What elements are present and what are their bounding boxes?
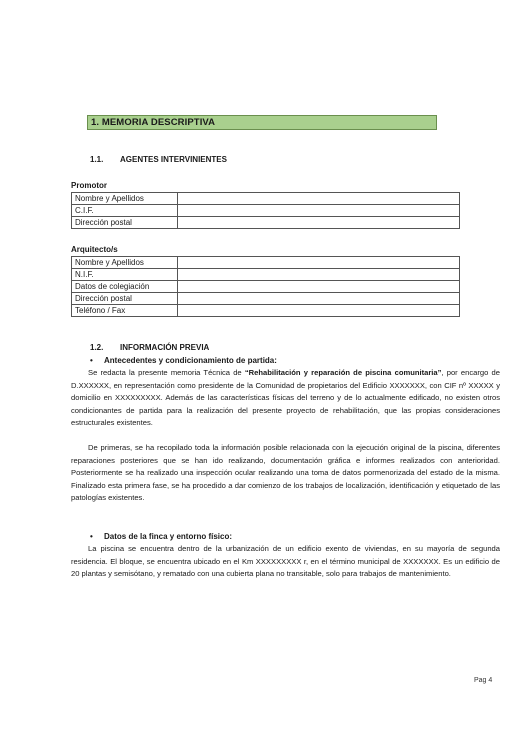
table-cell-key: Dirección postal [72,217,178,229]
paragraph-text: , por encargo de D.XXXXXX, en representación como presidente de la Comunidad de propietarios del Edificio XXXXXXX, con CIF nº XXXXX y domicilio en XXXXXXXXX. Además de las características físicas del terreno y de lo actualmente edificado, no existen otros condicionantes de partida para la realización del presente proyecto de rehabilitación, que las propias consideraciones estructurales existentes. [71,368,500,427]
table-cell-key: Nombre y Apellidos [72,257,178,269]
table-cell-value[interactable] [178,269,460,281]
table-cell-key: C.I.F. [72,205,178,217]
table-cell-value[interactable] [178,281,460,293]
table-cell-value[interactable] [178,205,460,217]
arquitecto-label: Arquitecto/s [71,245,118,254]
paragraph-text: Se redacta la presente memoria Técnica de [88,368,245,377]
subsection-number: 1.2. [90,343,104,352]
table-row [72,217,460,229]
table-cell-value[interactable] [178,305,460,317]
section-title: 1. MEMORIA DESCRIPTIVA [87,115,437,130]
bullet-datos-finca [90,532,232,541]
promotor-table [71,192,460,229]
subsection-1-1 [90,155,227,164]
paragraph-memoria [71,367,500,430]
table-cell-key: Nombre y Apellidos [72,193,178,205]
arquitecto-table [71,256,460,317]
bullet-text: Antecedentes y condicionamiento de partida: [104,356,277,365]
table-cell-value[interactable] [178,193,460,205]
table-cell-value[interactable] [178,257,460,269]
table-cell-key: Dirección postal [72,293,178,305]
table-cell-key: N.I.F. [72,269,178,281]
subsection-number: 1.1. [90,155,104,164]
project-title: “Rehabilitación y reparación de piscina comunitaria” [244,368,442,377]
table-row [72,305,460,317]
table-cell-key: Teléfono / Fax [72,305,178,317]
bullet-text: Datos de la finca y entorno físico: [104,532,233,541]
paragraph-recopilacion: De primeras, se ha recopilado toda la información posible relacionada con la ejecución original de la piscina, diferentes reparaciones posteriores que se han ido realizando, documentación gráfica e informes realizados con anterioridad. Posteriormente se ha realizado una inspección ocular realizando una toma de datos pormenorizada del estado de la misma. Finalizado esta primera fase, se ha procedido a dar comienzo de los trabajos de localización, identificación y etiquetado de las patologías existentes. [71,443,500,502]
table-row [72,293,460,305]
table-row [72,269,460,281]
table-row [72,205,460,217]
paragraph-finca: La piscina se encuentra dentro de la urbanización de un edificio exento de viviendas, en su mayoría de segunda residencia. El bloque, se encuentra ubicado en el Km XXXXXXXXX r, en el término municipal de XXXXXXX. Es un edificio de 20 plantas y semisótano, y rematado con una cubierta plana no transitable, solo para trabajos de mantenimiento. [71,544,500,578]
table-cell-value[interactable] [178,293,460,305]
table-row [72,281,460,293]
subsection-title: INFORMACIÓN PREVIA [120,343,210,352]
subsection-1-2 [90,343,209,352]
bullet-antecedentes [90,356,277,365]
table-cell-value[interactable] [178,217,460,229]
bullet-icon: • [90,532,93,541]
table-row [72,193,460,205]
bullet-icon: • [90,356,93,365]
subsection-title: AGENTES INTERVINIENTES [120,155,227,164]
page-number: Pag 4 [474,677,493,684]
table-cell-key: Datos de colegiación [72,281,178,293]
table-row [72,257,460,269]
promotor-label: Promotor [71,181,107,190]
